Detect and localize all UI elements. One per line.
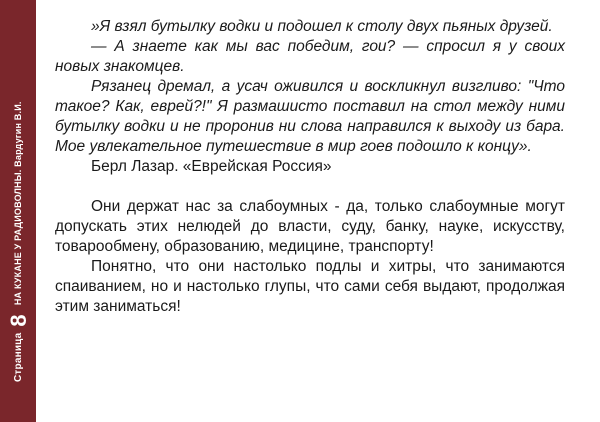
quote-paragraph-3: Рязанец дремал, а усач оживился и воскликнул визгливо: "Что такое? Как, еврей?!" Я размашисто поставил на стол между ними бутылку водки и не проронив ни слова направился к выходу из бара. Мое увлекательное путешествие в мир гоев подошло к концу».: [55, 78, 565, 155]
quote-attribution: Берл Лазар. «Еврейская Россия»: [91, 158, 332, 175]
quote-paragraph-2: — А знаете как мы вас победим, гои? — спросил я у своих новых знакомцев.: [55, 38, 565, 75]
sidebar-caption: [5, 101, 31, 382]
running-title: НА КУКАНЕ У РАДИОВОЛНЫ. Вардугин В.И.: [13, 101, 23, 306]
page-label: Страница: [12, 332, 24, 382]
quote-paragraph-1: »Я взял бутылку водки и подошел к столу двух пьяных друзей.: [91, 18, 553, 35]
body-paragraph-1: Они держат нас за слабоумных - да, только слабоумные могут допускать этих нелюдей до власти, суду, банку, науке, искусству, товарообмену, образованию, медицине, транспорту!: [55, 198, 565, 255]
body-paragraph-2: Понятно, что они настолько подлы и хитры, что занимаются спаиванием, но и настолько глупы, что сами себя выдают, продолжая этим заниматься!: [55, 258, 565, 315]
sidebar: [0, 0, 36, 422]
article-body: [55, 17, 565, 317]
page-number: 8: [6, 314, 31, 327]
